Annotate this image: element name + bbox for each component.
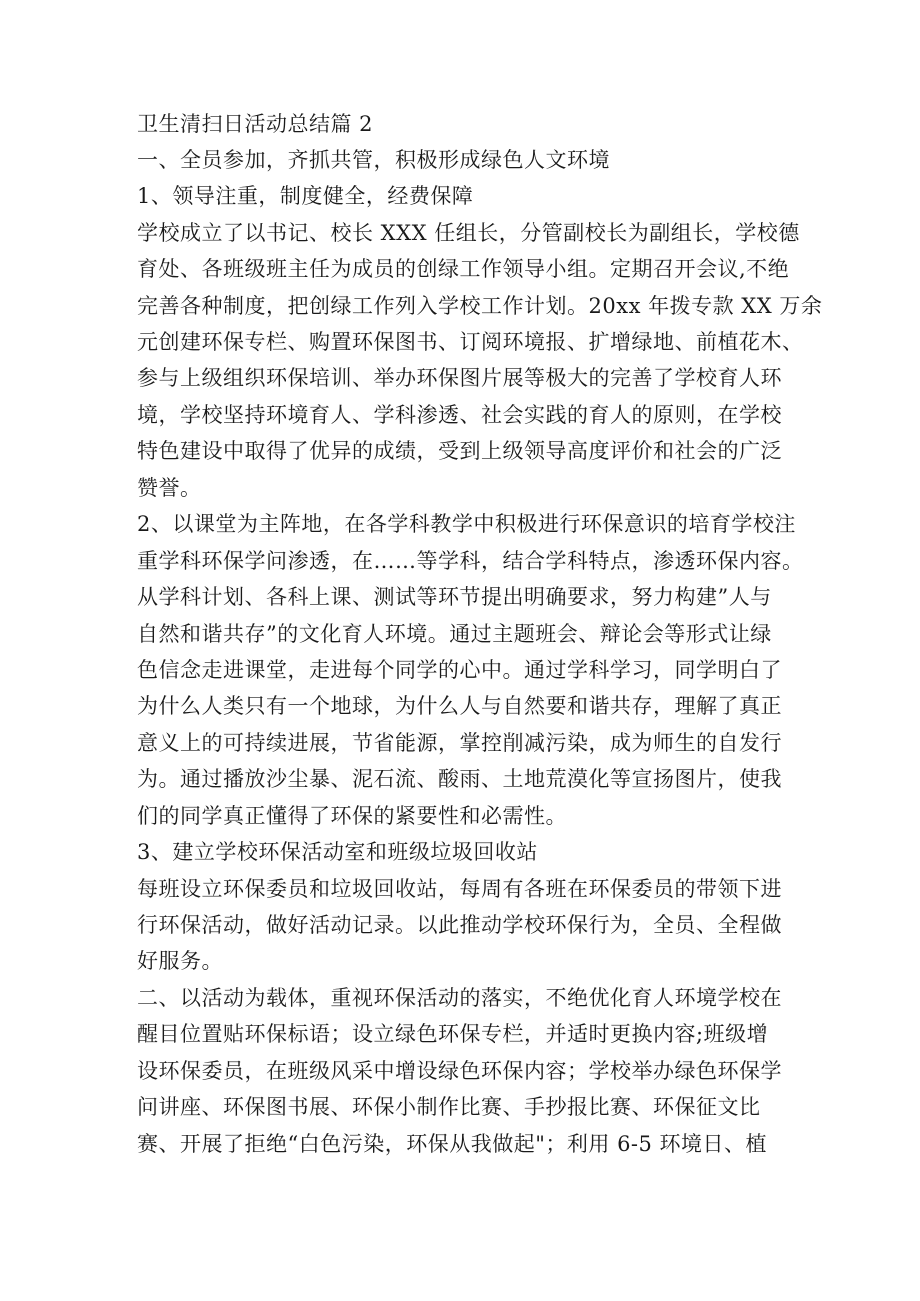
paragraph-line: 为什么人类只有一个地球，为什么人与自然要和谐共存，理解了真正 xyxy=(137,694,782,718)
paragraph-line: 色信念走进课堂，走进每个同学的心中。通过学科学习，同学明白了 xyxy=(137,658,782,682)
paragraph-line: 每班设立环保委员和垃圾回收站，每周有各班在环保委员的带领下进 xyxy=(137,877,782,901)
subheading-1: 1、领导注重，制度健全，经费保障 xyxy=(137,184,474,208)
paragraph-line: 参与上级组织环保培训、举办环保图片展等极大的完善了学校育人环 xyxy=(137,366,782,390)
paragraph-line: 特色建设中取得了优异的成绩，受到上级领导高度评价和社会的广泛 xyxy=(137,439,782,463)
paragraph-line: 赛、开展了拒绝“白色污染，环保从我做起"；利用 6-5 环境日、植 xyxy=(137,1132,768,1156)
paragraph-line: 元创建环保专栏、购置环保图书、订阅环境报、扩增绿地、前植花木、 xyxy=(137,330,804,354)
paragraph-line: 问讲座、环保图书展、环保小制作比赛、手抄报比赛、环保征文比 xyxy=(137,1095,761,1119)
paragraph-line: 为。通过播放沙尘暴、泥石流、酸雨、土地荒漠化等宣扬图片，使我 xyxy=(137,767,782,791)
subheading-3: 3、建立学校环保活动室和班级垃圾回收站 xyxy=(137,840,538,864)
paragraph-line: 从学科计划、各科上课、测试等环节提出明确要求，努力构建”人与 xyxy=(137,585,772,609)
paragraph-line: 重学科环保学问渗透，在……等学科，结合学科特点，渗透环保内容。 xyxy=(137,549,804,573)
paragraph-line: 自然和谐共存”的文化育人环境。通过主题班会、辩论会等形式让绿 xyxy=(137,622,772,646)
section-title: 卫生清扫日活动总结篇 2 xyxy=(137,112,374,136)
paragraph-line: 完善各种制度，把创绿工作列入学校工作计划。20xx 年拨专款 XX 万余 xyxy=(137,294,823,318)
heading-part-one: 一、全员参加，齐抓共管，积极形成绿色人文环境 xyxy=(137,148,610,172)
paragraph-line: 行环保活动，做好活动记录。以此推动学校环保行为，全员、全程做 xyxy=(137,913,782,937)
paragraph-line: 们的同学真正懂得了环保的紧要性和必需性。 xyxy=(137,804,567,828)
paragraph-line: 学校成立了以书记、校长 XXX 任组长，分管副校长为副组长，学校德 xyxy=(137,221,800,245)
paragraph-line: 育处、各班级班主任为成员的创绿工作领导小组。定期召开会议,不绝 xyxy=(137,257,790,281)
paragraph-line: 境，学校坚持环境育人、学科渗透、社会实践的育人的原则，在学校 xyxy=(137,403,782,427)
paragraph-line: 好服务。 xyxy=(137,949,223,973)
paragraph-line: 赞誉。 xyxy=(137,476,202,500)
paragraph-line: 醒目位置贴环保标语；设立绿色环保专栏，并适时更换内容;班级增 xyxy=(137,1022,769,1046)
paragraph-line: 意义上的可持续进展，节省能源，掌控削减污染，成为师生的自发行 xyxy=(137,731,782,755)
paragraph-line: 设环保委员，在班级风采中增设绿色环保内容；学校举办绿色环保学 xyxy=(137,1059,782,1083)
subheading-2: 2、以课堂为主阵地，在各学科教学中积极进行环保意识的培育学校注 xyxy=(137,512,796,536)
heading-part-two: 二、以活动为载体，重视环保活动的落实，不绝优化育人环境学校在 xyxy=(137,986,782,1010)
